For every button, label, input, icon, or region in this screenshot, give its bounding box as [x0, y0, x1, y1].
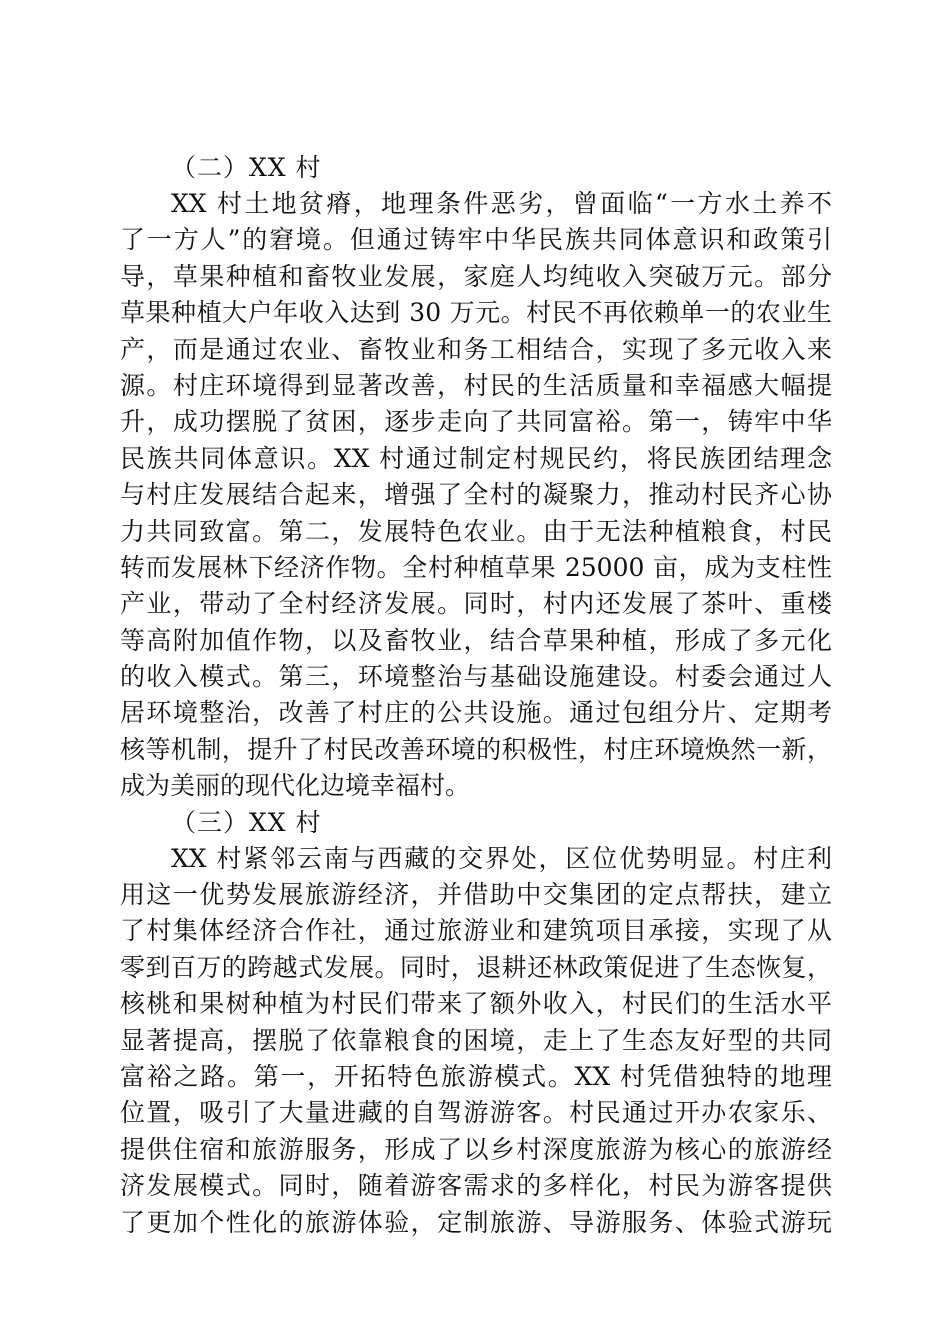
text-line: 等高附加值作物，以及畜牧业，结合草果种植，形成了多元化 [120, 625, 832, 655]
section-two [120, 150, 832, 805]
text-line: 位置，吸引了大量进藏的自驾游游客。村民通过开办农家乐、 [120, 1098, 832, 1128]
text-line: 力共同致富。第二，发展特色农业。由于无法种植粮食，村民 [120, 516, 832, 546]
document-page [120, 150, 832, 1241]
section-heading: （二）XX 村 [171, 153, 322, 182]
paragraph [120, 186, 832, 805]
text-line: 富裕之路。第一，开拓特色旅游模式。XX 村凭借独特的地理 [120, 1061, 832, 1091]
text-line: XX 村紧邻云南与西藏的交界处，区位优势明显。村庄利 [171, 843, 832, 873]
text-line: 核桃和果树种植为村民们带来了额外收入，村民们的生活水平 [120, 989, 832, 1019]
text-line: 了更加个性化的旅游体验，定制旅游、导游服务、体验式游玩 [120, 1207, 832, 1237]
text-line: 草果种植大户年收入达到 30 万元。村民不再依赖单一的农业生 [120, 298, 832, 328]
section-three [120, 805, 832, 1241]
section-heading: （三）XX 村 [171, 807, 322, 837]
text-line: 源。村庄环境得到显著改善，村民的生活质量和幸福感大幅提 [120, 370, 832, 400]
text-line: 居环境整治，改善了村庄的公共设施。通过包组分片、定期考 [120, 698, 832, 728]
text-line: 了村集体经济合作社，通过旅游业和建筑项目承接，实现了从 [120, 916, 832, 946]
text-line: 产，而是通过农业、畜牧业和务工相结合，实现了多元收入来 [120, 334, 832, 364]
text-line: 零到百万的跨越式发展。同时，退耕还林政策促进了生态恢复， [120, 952, 832, 982]
paragraph [120, 841, 832, 1241]
text-line: 成为美丽的现代化边境幸福村。 [120, 771, 471, 801]
text-line: 核等机制，提升了村民改善环境的积极性，村庄环境焕然一新， [120, 734, 832, 764]
text-line: 的收入模式。第三，环境整治与基础设施建设。村委会通过人 [120, 662, 832, 692]
text-line: 提供住宿和旅游服务，形成了以乡村深度旅游为核心的旅游经 [120, 1134, 832, 1164]
text-line: 导，草果种植和畜牧业发展，家庭人均纯收入突破万元。部分 [120, 261, 832, 291]
text-line: 用这一优势发展旅游经济，并借助中交集团的定点帮扶，建立 [120, 880, 832, 910]
text-line: 了一方人”的窘境。但通过铸牢中华民族共同体意识和政策引 [120, 225, 832, 255]
text-line: 升，成功摆脱了贫困，逐步走向了共同富裕。第一，铸牢中华 [120, 407, 832, 437]
text-line: 民族共同体意识。XX 村通过制定村规民约，将民族团结理念 [120, 443, 832, 473]
text-line: 显著提高，摆脱了依靠粮食的困境，走上了生态友好型的共同 [120, 1025, 832, 1055]
text-line: XX 村土地贫瘠，地理条件恶劣，曾面临“一方水土养不 [171, 189, 832, 218]
text-line: 与村庄发展结合起来，增强了全村的凝聚力，推动村民齐心协 [120, 480, 832, 510]
text-line: 转而发展林下经济作物。全村种植草果 25000 亩，成为支柱性 [120, 552, 832, 582]
text-line: 济发展模式。同时，随着游客需求的多样化，村民为游客提供 [120, 1171, 832, 1201]
text-line: 产业，带动了全村经济发展。同时，村内还发展了茶叶、重楼 [120, 589, 832, 619]
